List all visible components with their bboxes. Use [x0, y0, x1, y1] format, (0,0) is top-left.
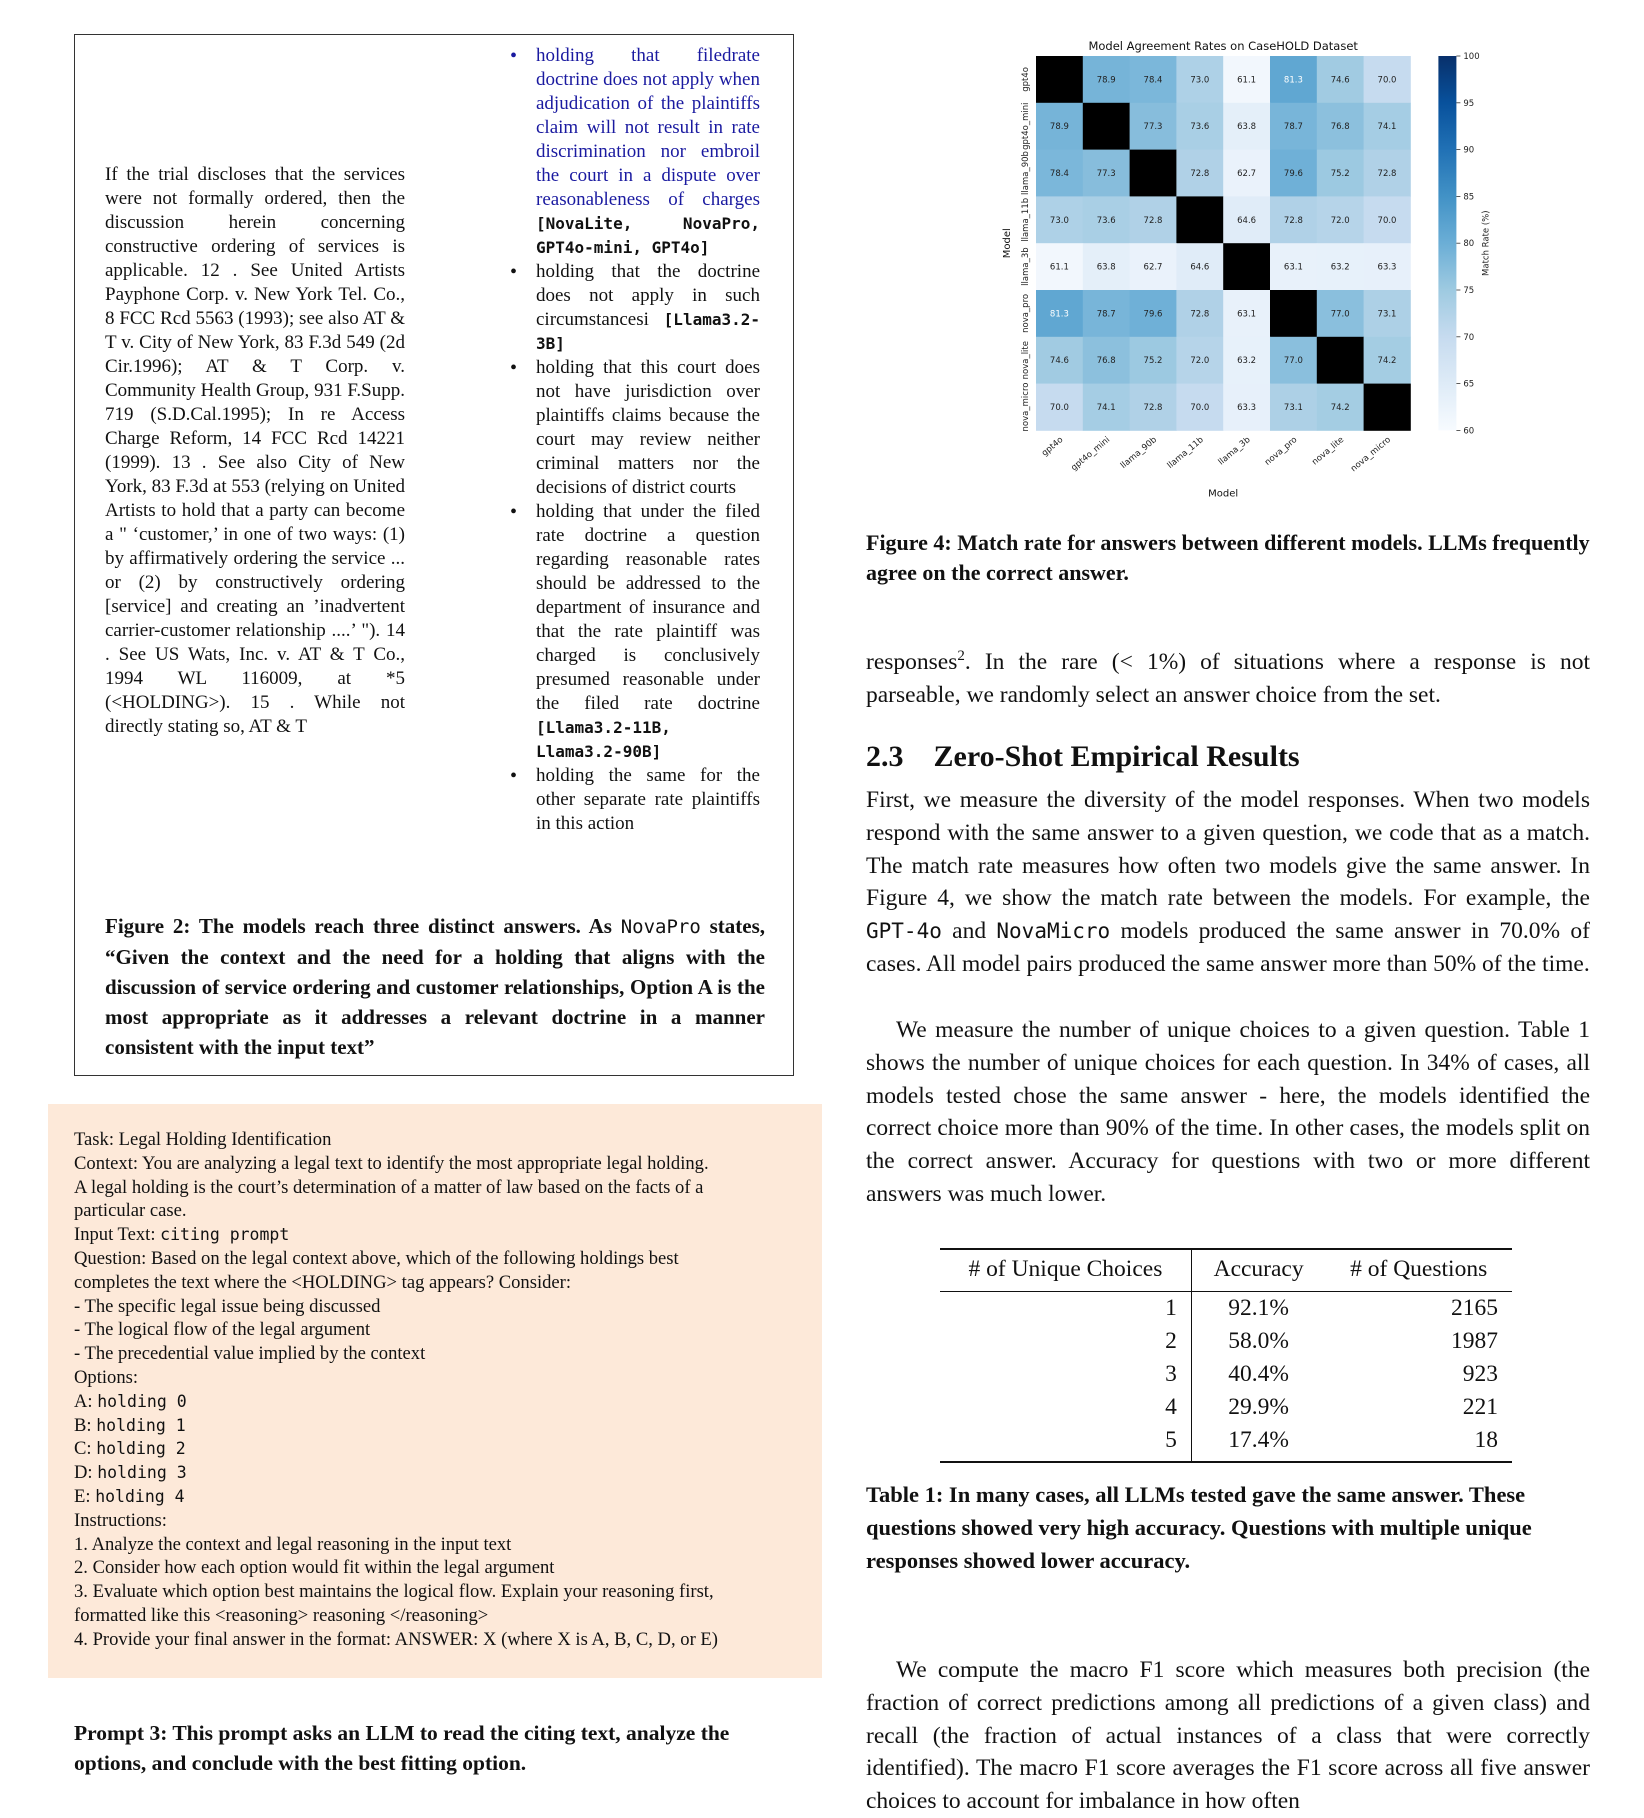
holding-models: [Llama3.2-3B]: [536, 310, 760, 353]
table-header: Accuracy: [1191, 1249, 1325, 1292]
table-cell: 1987: [1451, 1328, 1498, 1354]
heatmap-value-label: 78.7: [1283, 122, 1303, 133]
x-tick-label: nova_micro: [1349, 435, 1393, 475]
heatmap-value-label: 63.8: [1096, 262, 1116, 273]
heatmap-value-label: 61.1: [1049, 262, 1069, 273]
colorbar-tick-label: 80: [1463, 239, 1475, 250]
heatmap-cell: [1083, 103, 1130, 150]
prompt-line: - The precedential value implied by the context: [74, 1343, 426, 1365]
heatmap-value-label: 75.2: [1330, 169, 1350, 179]
footnote-marker[interactable]: 2: [957, 648, 965, 664]
heatmap-value-label: 76.8: [1096, 356, 1116, 367]
x-axis-label: Model: [1208, 488, 1239, 500]
table-cell: 29.9%: [1228, 1394, 1289, 1420]
heatmap-value-label: 72.8: [1190, 309, 1210, 320]
holding-models: [Llama3.2-11B, Llama3.2-90B]: [536, 718, 671, 761]
citing-context-text: If the trial discloses that the services were not formally ordered, then the discussion herein concerning constructive ordering of services is applicable. 12 . See United Artists Payphone Corp. v. New York Tel. Co., 8 FCC Rcd 5563 (1993); see also AT & T v. City of New York, 83 F.3d 549 (2d Cir.1996); AT & T Corp. v. Community Health Group, 931 F.Supp. 719 (S.D.Cal.1995); In re Access Charge Reform, 14 FCC Rcd 14221 (1999). 13 . See also City of New York, 83 F.3d at 553 (relying on United Artists to hold that a party can become a " ‘customer,’ in one of two ways: (1) by affirmatively ordering the service ... or (2) by constructively ordering [service] and creating an ’inadvertent carrier-customer relationship ....’ "). 14 . See US Wats, Inc. v. AT & T Co., 1994 WL 116009, at *5 (<HOLDING>). 15 . While not directly stating so, AT & T: [105, 164, 406, 737]
heatmap-value-label: 74.2: [1377, 356, 1397, 367]
y-tick-label: gpt4o_mini: [1021, 102, 1031, 150]
prompt-line: - The specific legal issue being discussed: [74, 1295, 381, 1317]
y-tick-label: nova_micro: [1021, 382, 1031, 432]
heatmap-value-label: 63.2: [1330, 262, 1350, 273]
holding-text: holding that filedrate doctrine does not apply when adjudication of the plaintiffs claim will not result in rate discrimination nor embroil the court in a dispute over reasonableness of charges: [536, 45, 760, 210]
holding-option: [520, 500, 760, 764]
holding-text: holding that under the filed rate doctrine a question regarding reasonable rates should be addressed to the department of insurance and that the rate plaintiff was charged is conclusively presumed reasonable under the filed rate doctrine: [536, 501, 760, 714]
holding-text: holding the same for the other separate rate plaintiffs in this action: [536, 765, 760, 834]
table-row: [940, 1358, 1512, 1391]
prompt-line: 4. Provide your final answer in the format: ANSWER: X (where X is A, B, C, D, or E): [74, 1628, 718, 1650]
table-cell: 2165: [1451, 1295, 1498, 1321]
heatmap-value-label: 70.0: [1377, 215, 1397, 226]
heatmap-value-label: 72.8: [1283, 215, 1303, 226]
heatmap-value-label: 73.1: [1377, 309, 1397, 320]
heatmap-title: Model Agreement Rates on CaseHOLD Dataset: [1088, 39, 1358, 53]
heatmap-cell: [1317, 337, 1364, 384]
heatmap-value-label: 74.1: [1096, 403, 1116, 413]
agreement-heatmap-figure: [990, 38, 1490, 498]
responses-paragraph: responses$^2$. In the rare (< 1%) of situations where a response is not parseable, we randomly select an answer choice from the set.: [866, 648, 1590, 708]
heatmap-value-label: 63.1: [1237, 309, 1257, 320]
table-cell: 221: [1462, 1394, 1498, 1420]
heatmap-value-label: 70.0: [1377, 75, 1397, 86]
y-tick-label: llama_11b: [1021, 197, 1031, 242]
heatmap-value-label: 73.6: [1096, 215, 1116, 226]
heatmap-value-label: 77.0: [1330, 309, 1350, 320]
heatmap-value-label: 63.3: [1237, 403, 1257, 413]
heatmap-value-label: 77.3: [1096, 169, 1116, 179]
y-tick-label: nova_lite: [1021, 341, 1031, 380]
x-tick-label: nova_pro: [1263, 435, 1300, 468]
heatmap-value-label: 61.1: [1237, 75, 1257, 86]
holding-option: [520, 356, 760, 500]
heatmap-value-label: 78.9: [1049, 122, 1069, 133]
heatmap-cell: [1223, 243, 1270, 290]
heatmap-value-label: 81.3: [1283, 75, 1303, 86]
agreement-heatmap: [990, 38, 1490, 498]
heatmap-value-label: 78.7: [1096, 309, 1116, 320]
x-tick-label: nova_lite: [1310, 435, 1347, 468]
table-row: [940, 1424, 1512, 1462]
heatmap-value-label: 78.4: [1049, 169, 1069, 179]
table-1: [940, 1248, 1512, 1463]
heatmap-value-label: 78.9: [1096, 75, 1116, 86]
y-tick-label: llama_3b: [1021, 247, 1031, 286]
colorbar-tick-label: 90: [1463, 145, 1475, 156]
heatmap-cell: [1270, 290, 1317, 337]
prompt-line: - The logical flow of the legal argument: [74, 1319, 371, 1341]
heatmap-value-label: 77.0: [1283, 356, 1303, 367]
heatmap-value-label: 73.0: [1190, 75, 1210, 86]
prompt-code: holding 1: [96, 1415, 186, 1435]
y-tick-label: gpt4o: [1021, 67, 1031, 92]
heatmap-value-label: 72.8: [1377, 169, 1397, 179]
caption-model-name: NovaPro: [620, 916, 701, 938]
prompt-3-caption: Prompt 3: This prompt asks an LLM to read the citing text, analyze the options, and conclude with the best fitting option.: [74, 1721, 730, 1775]
heatmap-value-label: 72.8: [1190, 169, 1210, 179]
figure-2-box: [74, 34, 794, 1076]
heatmap-value-label: 78.4: [1143, 75, 1163, 86]
section-heading: [866, 740, 1300, 774]
heatmap-value-label: 72.8: [1143, 403, 1163, 413]
model-name-novamicro: NovaMicro: [996, 919, 1111, 944]
heatmap-value-label: 79.6: [1283, 169, 1303, 179]
y-tick-label: llama_90b: [1021, 151, 1031, 195]
heatmap-value-label: 70.0: [1190, 403, 1210, 413]
y-axis-label: Model: [1002, 228, 1013, 259]
heatmap-value-label: 74.2: [1330, 403, 1350, 413]
heatmap-cell: [1176, 196, 1223, 243]
heatmap-value-label: 74.6: [1330, 75, 1350, 86]
prompt-code: holding 2: [96, 1439, 186, 1459]
x-tick-label: llama_11b: [1165, 435, 1206, 471]
colorbar-tick-label: 95: [1463, 98, 1475, 109]
heatmap-value-label: 72.0: [1330, 215, 1350, 226]
x-tick-label: llama_90b: [1118, 435, 1159, 471]
model-name-gpt4o: GPT-4o: [866, 919, 942, 944]
table-cell: 40.4%: [1228, 1361, 1289, 1387]
table-cell: 92.1%: [1228, 1295, 1289, 1321]
colorbar-tick-label: 100: [1463, 52, 1480, 62]
holding-text: holding that the doctrine does not apply in such circumstancesi: [536, 261, 760, 330]
holding-models: [NovaLite, NovaPro, GPT4o-mini, GPT4o]: [536, 214, 760, 257]
table-cell: 923: [1462, 1361, 1498, 1387]
table-row: [940, 1325, 1512, 1358]
unique-choices-table: [940, 1248, 1512, 1463]
heatmap-value-label: 70.0: [1049, 403, 1069, 413]
table-body: [940, 1292, 1512, 1463]
table-cell: 2: [940, 1325, 1191, 1358]
holding-option: [520, 44, 760, 260]
heatmap-value-label: 64.6: [1190, 262, 1210, 273]
heatmap-value-label: 76.8: [1330, 122, 1350, 133]
holding-option: [520, 764, 760, 836]
heatmap-cell: [1130, 150, 1177, 197]
colorbar-tick-label: 65: [1463, 379, 1475, 390]
table-cell: 58.0%: [1228, 1328, 1289, 1354]
x-tick-label: gpt4o_mini: [1069, 435, 1113, 474]
table-cell: 3: [940, 1358, 1191, 1391]
heatmap-value-label: 73.0: [1049, 215, 1069, 226]
table-1-caption: Table 1: In many cases, all LLMs tested gave the same answer. These questions showed very high accuracy. Questions with multiple unique responses showed lower accuracy.: [866, 1482, 1532, 1573]
heatmap-value-label: 62.7: [1143, 262, 1163, 273]
prompt-box: [48, 1104, 822, 1678]
prompt-line: C: holding 2: [74, 1438, 186, 1460]
holding-option: [520, 260, 760, 356]
colorbar-label: Match Rate (%): [1481, 210, 1492, 276]
table-header: # of Unique Choices: [940, 1249, 1191, 1292]
prompt-line: Options:: [74, 1366, 139, 1388]
prompt-line: D: holding 3: [74, 1462, 187, 1484]
y-tick-label: nova_pro: [1021, 293, 1031, 333]
section-number: 2.3: [866, 740, 904, 773]
prompt-line: Instructions:: [74, 1509, 167, 1531]
table-cell: 4: [940, 1391, 1191, 1424]
heatmap-value-label: 81.3: [1049, 309, 1069, 320]
prompt-code: citing prompt: [160, 1225, 290, 1245]
heatmap-value-label: 72.0: [1190, 356, 1210, 367]
figure-2-caption: Figure 2: The models reach three distinct answers. As NovaPro states, “Given the context and the need for a holding that aligns with the discussion of service ordering and customer relationships, Option A is the most appropriate as it addresses a relevant doctrine in a manner consistent with the input text”: [105, 914, 765, 1059]
prompt-line: 3. Evaluate which option best maintains the logical flow. Explain your reasoning first,: [74, 1581, 714, 1603]
colorbar-tick-label: 85: [1463, 192, 1475, 203]
heatmap-value-label: 74.6: [1049, 356, 1069, 367]
x-tick-label: llama_3b: [1216, 435, 1253, 468]
heatmap-value-label: 73.6: [1190, 122, 1210, 133]
x-tick-label: gpt4o: [1039, 435, 1066, 459]
prompt-line: Task: Legal Holding Identification: [74, 1129, 332, 1150]
prompt-line: 1. Analyze the context and legal reasoning in the input text: [74, 1533, 512, 1555]
heatmap-value-label: 63.2: [1237, 356, 1257, 367]
macro-f1-paragraph: We compute the macro F1 score which measures both precision (the fraction of correct predictions among all predictions of a given class) and recall (the fraction of actual instances of a class that were correctly identified). The macro F1 score averages the F1 score across all five answer choices to account for imbalance in how often: [866, 1657, 1590, 1815]
colorbar-tick-label: 75: [1463, 286, 1475, 296]
section-title: Zero-Shot Empirical Results: [933, 740, 1300, 773]
heatmap-cell: [1036, 56, 1083, 103]
table-row: [940, 1292, 1512, 1326]
table-cell: 5: [940, 1424, 1191, 1462]
prompt-line: completes the text where the <HOLDING> tag appears? Consider:: [74, 1271, 572, 1293]
prompt-line: Input Text: citing prompt: [74, 1224, 290, 1246]
prompt-line: B: holding 1: [74, 1414, 186, 1436]
heatmap-value-label: 63.8: [1237, 122, 1257, 133]
heatmap-value-label: 62.7: [1237, 169, 1257, 179]
prompt-line: A: holding 0: [74, 1390, 187, 1412]
prompt-line: formatted like this <reasoning> reasoning </reasoning>: [74, 1604, 489, 1626]
table-row: [940, 1391, 1512, 1424]
heatmap-value-label: 74.1: [1377, 122, 1397, 133]
heatmap-value-label: 63.1: [1283, 262, 1303, 273]
figure-4-caption: Figure 4: Match rate for answers between different models. LLMs frequently agree on the correct answer.: [866, 530, 1590, 585]
prompt-line: 2. Consider how each option would fit within the legal argument: [74, 1557, 555, 1579]
prompt-line: A legal holding is the court’s determination of a matter of law based on the facts of a: [74, 1176, 704, 1198]
unique-choices-paragraph: We measure the number of unique choices to a given question. Table 1 shows the number of unique choices for each question. In 34% of cases, all models tested chose the same answer - here, the models identified the correct choice more than 90% of the time. In other cases, the models split on the correct answer. Accuracy for questions with two or more different answers was much lower.: [866, 1017, 1590, 1207]
colorbar: [1438, 56, 1456, 430]
heatmap-value-label: 63.3: [1377, 262, 1397, 273]
heatmap-value-label: 79.6: [1143, 309, 1163, 320]
table-header-row: [940, 1249, 1512, 1292]
prompt-text: [74, 1128, 814, 1652]
prompt-code: holding 3: [97, 1463, 187, 1483]
match-rate-paragraph: First, we measure the diversity of the model responses. When two models respond with the same answer to a given question, we code that as a match. The match rate measures how often two models give the same answer. In Figure 4, we show the match rate between the models. For example, the GPT-4o and NovaMicro models produced the same answer in 70.0% of cases. All model pairs produced the same answer more than 50% of the time.: [866, 787, 1590, 977]
heatmap-value-label: 77.3: [1143, 122, 1163, 133]
heatmap-value-label: 64.6: [1237, 215, 1257, 226]
prompt-code: holding 4: [95, 1486, 185, 1506]
heatmap-cell: [1364, 384, 1411, 431]
prompt-line: Question: Based on the legal context above, which of the following holdings best: [74, 1247, 679, 1269]
table-cell: 17.4%: [1191, 1424, 1325, 1462]
holding-options-list: [520, 44, 760, 836]
heatmap-value-label: 73.1: [1283, 403, 1303, 413]
prompt-line: Context: You are analyzing a legal text to identify the most appropriate legal holding.: [74, 1152, 709, 1174]
colorbar-tick-label: 60: [1463, 426, 1475, 437]
table-cell: 18: [1325, 1424, 1512, 1462]
prompt-code: holding 0: [97, 1391, 187, 1411]
table-header: # of Questions: [1325, 1249, 1512, 1292]
colorbar-tick-label: 70: [1463, 332, 1475, 343]
holding-text: holding that this court does not have jurisdiction over plaintiffs claims because the court may review neither criminal matters nor the decisions of district courts: [536, 357, 760, 498]
table-cell: 1: [940, 1292, 1191, 1326]
prompt-line: particular case.: [74, 1200, 187, 1222]
heatmap-value-label: 75.2: [1143, 356, 1163, 367]
heatmap-value-label: 72.8: [1143, 215, 1163, 226]
prompt-line: E: holding 4: [74, 1485, 185, 1507]
